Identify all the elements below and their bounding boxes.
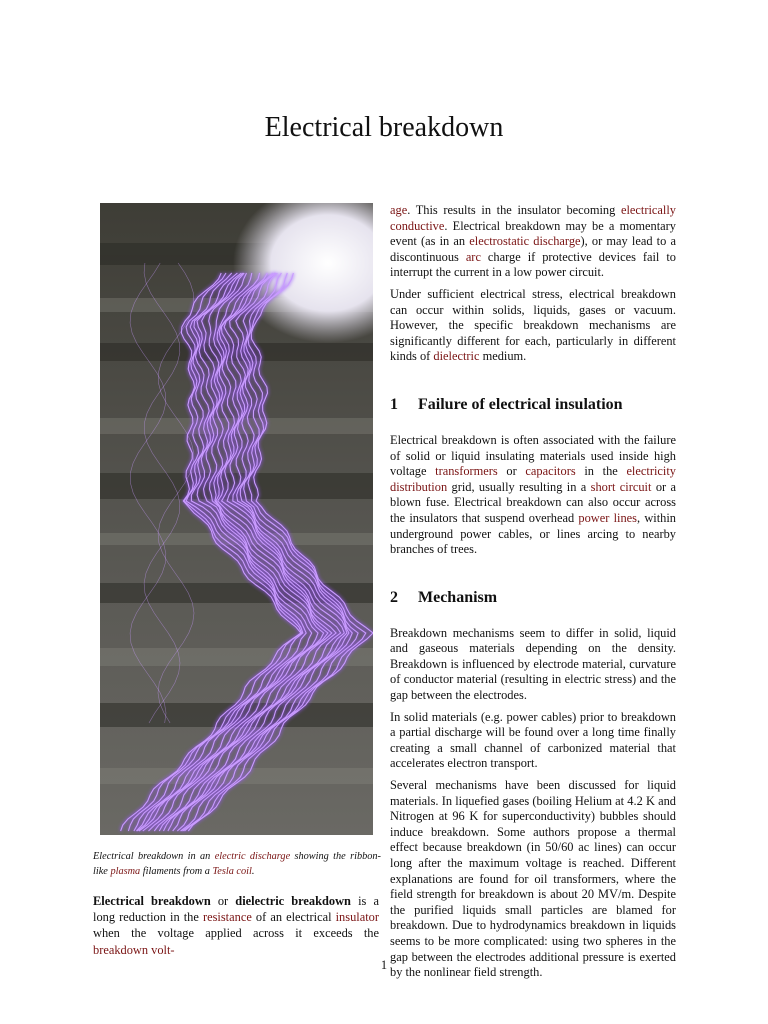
paragraph-continuation: age. This results in the insulator becoming electrically conductive. Electrical breakdown may be a momentary event (as in an electrostatic discharge), or may lead to a discontinuous arc charge if protective devices fail to interrupt the current in a low power circuit. [390, 203, 676, 280]
figure-caption: Electrical breakdown in an electric discharge showing the ribbon-like plasma filaments from a Tesla coil. [93, 851, 381, 877]
link-arc[interactable]: arc [465, 249, 481, 264]
section-heading-failure: 1 Failure of electrical insulation [390, 395, 623, 413]
link-short-circuit[interactable]: short circuit [590, 479, 652, 494]
tesla-coil-discharge-photo [100, 203, 373, 835]
link-breakdown-voltage-cont[interactable]: age [390, 203, 408, 217]
link-transformers[interactable]: transformers [435, 464, 498, 479]
link-insulator[interactable]: insulator [335, 910, 379, 925]
link-dielectric[interactable]: dielectric [433, 349, 480, 364]
right-column [390, 203, 676, 981]
link-plasma[interactable]: plasma [110, 866, 141, 877]
page-number: 1 [380, 958, 388, 972]
page-title: Electrical breakdown [264, 112, 504, 143]
paragraph-mechanism-3: Several mechanisms have been discussed for liquid materials. In liquefied gases (boiling Helium at 4.2 K and Nitrogen at 96 K for superconductivity) bubbles should induce breakdown. Some authors propose a thermal effect because breakdown (in 50/60 ac lines) can occur long after the maximum voltage is reached. Different explanations are found for oil transformers, where the field strength for breakdown is about 20 MV/m. Despite the purified liquids small particles are blamed for breakdown. Due to hydrodynamics breakdown in liquids seems to be more complicated: using two spheres in the gap between the electrodes additional pressure is exerted by the nonlinear field strength. [390, 778, 676, 980]
link-electric-discharge[interactable]: electric discharge [214, 851, 291, 862]
paragraph-mechanism-2: In solid materials (e.g. power cables) prior to breakdown a partial discharge will be found over a long time finally creating a small channel of carbonized material that accelerates electron transport. [390, 709, 676, 771]
paragraph-failure: Electrical breakdown is often associated with the failure of solid or liquid insulating materials used inside high voltage transformers or capacitors in the electricity distribution grid, usually resulting in a short circuit or a blown fuse. Electrical breakdown can also occur across the insulators that suspend overhead power lines, within underground power cables, or lines arcing to nearby branches of trees. [390, 432, 676, 557]
intro-paragraph: Electrical breakdown or dielectric breakdown is a long reduction in the resistance of an electrical insulator when the voltage applied across it exceeds the breakdown volt- [93, 894, 379, 957]
paragraph-mechanism-1: Breakdown mechanisms seem to differ in solid, liquid and gaseous materials depending on the density. Breakdown is influenced by electrode material, curvature of conductor material (resulting in electric stress) and the gap between the electrodes. [390, 625, 676, 703]
link-capacitors[interactable]: capacitors [525, 464, 576, 479]
section-heading-mechanism: 2 Mechanism [390, 588, 498, 606]
link-tesla-coil[interactable]: Tesla coil [212, 866, 252, 877]
link-resistance[interactable]: resistance [202, 910, 252, 925]
link-electrostatic-discharge[interactable]: electrostatic discharge [469, 234, 581, 249]
link-breakdown-voltage[interactable]: breakdown volt- [93, 942, 175, 957]
link-power-lines[interactable]: power lines [578, 510, 637, 525]
paragraph-stress: Under sufficient electrical stress, electrical breakdown can occur within solids, liquids, gases or vacuum. However, the specific breakdown mechanisms are significantly different for each, particularly in different kinds of dielectric medium. [390, 286, 676, 364]
link-electrically-conductive[interactable]: electrically conductive [390, 203, 676, 233]
link-electricity-distribution[interactable]: electricity distribution [390, 464, 676, 494]
